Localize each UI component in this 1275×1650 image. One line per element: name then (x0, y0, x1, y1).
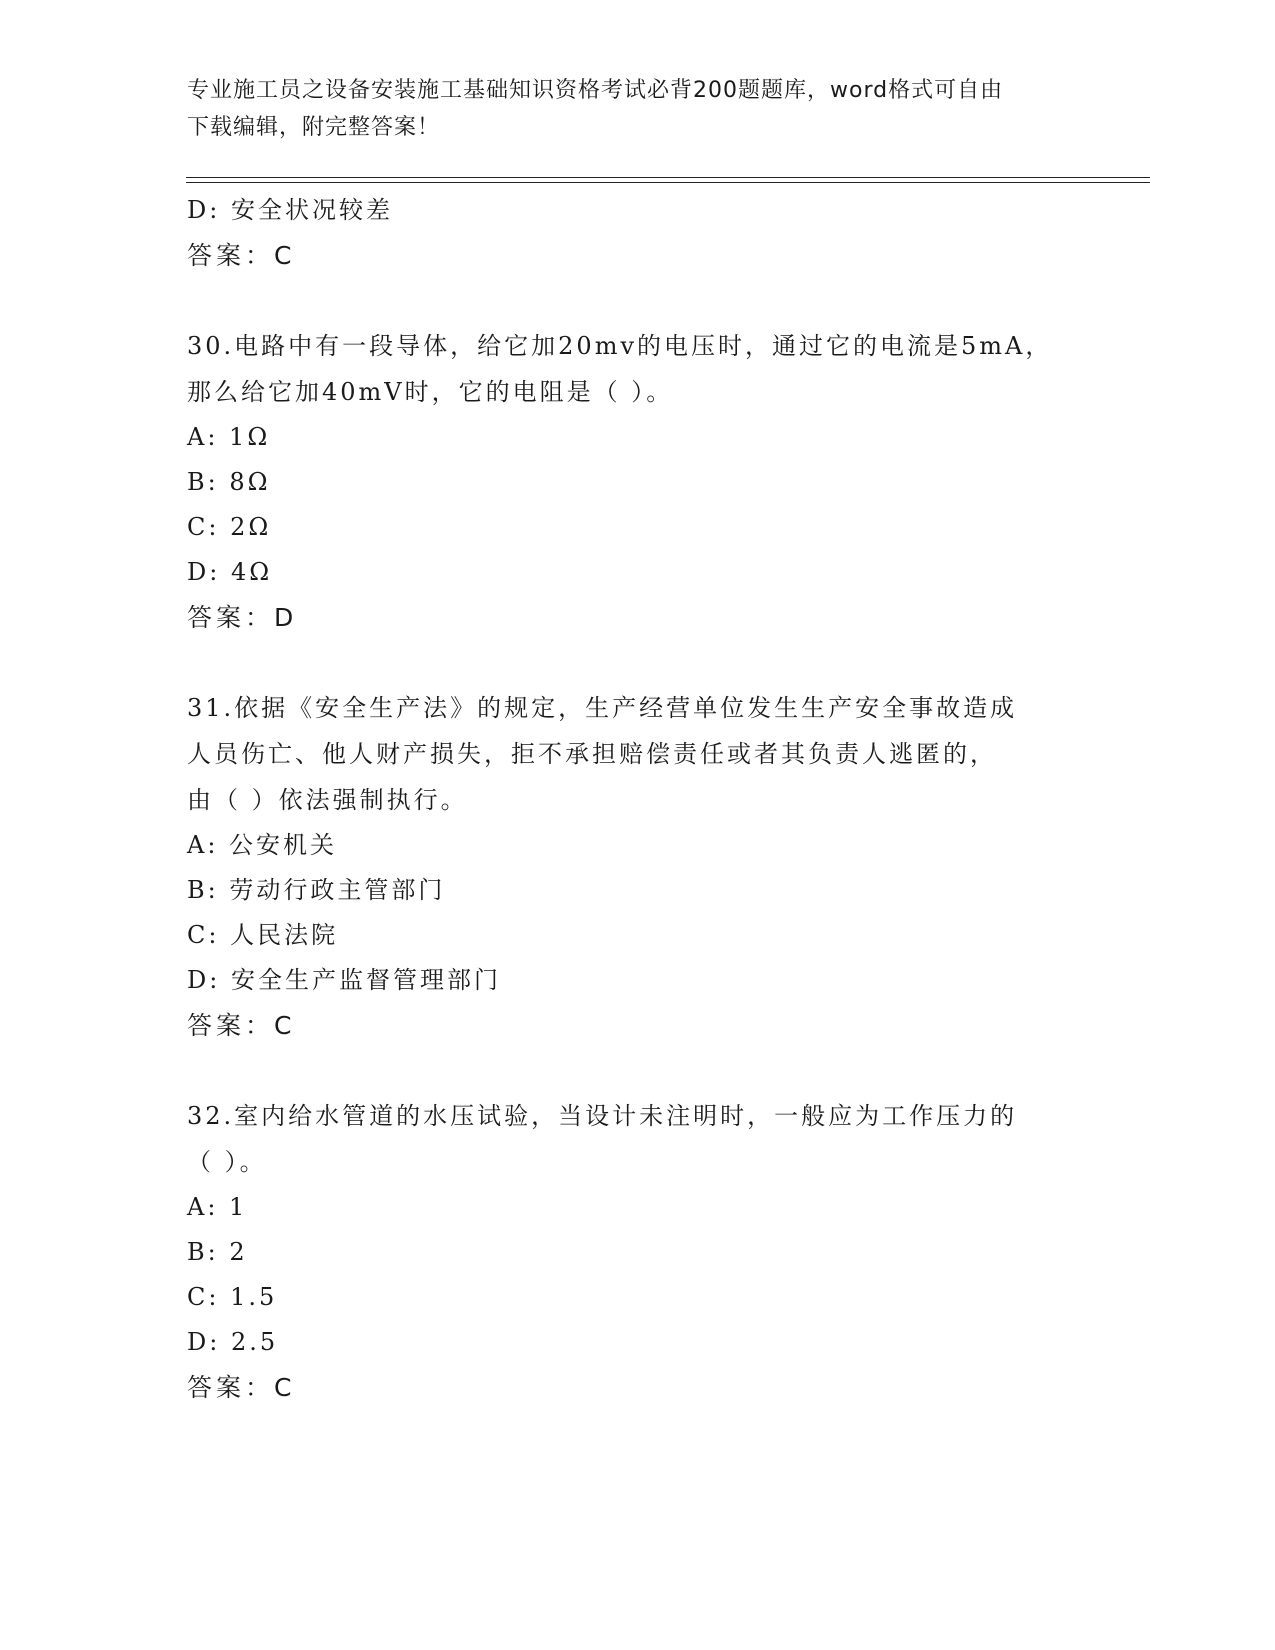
answer-label: 答案： (187, 1011, 275, 1040)
question-text (187, 685, 1087, 823)
page-header (187, 72, 1067, 146)
question-text (187, 1093, 1087, 1185)
question-line: 31.依据《安全生产法》的规定，生产经营单位发生生产安全事故造成 (187, 694, 1018, 722)
previous-question-tail (187, 188, 1087, 278)
option-d: D: 安全生产监督管理部门 (187, 966, 501, 994)
answer-value: C (274, 1373, 293, 1402)
question-line: 由（ ）依法强制执行。 (187, 786, 468, 814)
answer-label: 答案： (187, 241, 275, 270)
question-text (187, 323, 1087, 415)
answer-label: 答案： (187, 603, 275, 632)
document-body (187, 188, 1087, 1410)
option-b: B: 8Ω (187, 468, 271, 496)
answer-line (187, 1365, 1087, 1410)
option-c: C: 2Ω (187, 513, 272, 541)
header-title-line-1: 专业施工员之设备安装施工基础知识资格考试必背200题题库，word格式可自由 (187, 78, 1004, 103)
header-title-line-2: 下载编辑，附完整答案！ (187, 115, 441, 140)
question-line: 30.电路中有一段导体，给它加20mv的电压时，通过它的电流是5mA， (187, 332, 1053, 360)
option-a: A: 公安机关 (187, 831, 338, 859)
question-line: 那么给它加40mV时，它的电阻是（ ）。 (187, 378, 674, 406)
spacer (187, 278, 1087, 323)
option-c: C: 人民法院 (187, 921, 339, 949)
answer-value: D (274, 603, 295, 632)
spacer (187, 1048, 1087, 1093)
option-d: D: 2.5 (187, 1328, 279, 1356)
option-d: D: 安全状况较差 (187, 196, 393, 224)
answer-line (187, 595, 1087, 640)
option-a: A: 1 (187, 1193, 248, 1221)
option-b: B: 劳动行政主管部门 (187, 876, 446, 904)
option-d: D: 4Ω (187, 558, 273, 586)
option-c: C: 1.5 (187, 1283, 278, 1311)
question-32 (187, 1093, 1087, 1410)
question-31 (187, 685, 1087, 1048)
answer-line (187, 1003, 1087, 1048)
answer-line (187, 233, 1087, 278)
answer-label: 答案： (187, 1373, 275, 1402)
option-a: A: 1Ω (187, 423, 271, 451)
question-30 (187, 323, 1087, 640)
header-divider (186, 177, 1150, 183)
answer-value: C (274, 241, 293, 270)
question-line: 32.室内给水管道的水压试验，当设计未注明时，一般应为工作压力的 (187, 1102, 1018, 1130)
question-line: 人员伤亡、他人财产损失，拒不承担赔偿责任或者其负责人逃匿的， (187, 740, 997, 768)
question-line: （ ）。 (187, 1148, 267, 1176)
spacer (187, 640, 1087, 685)
option-b: B: 2 (187, 1238, 248, 1266)
answer-value: C (274, 1011, 293, 1040)
